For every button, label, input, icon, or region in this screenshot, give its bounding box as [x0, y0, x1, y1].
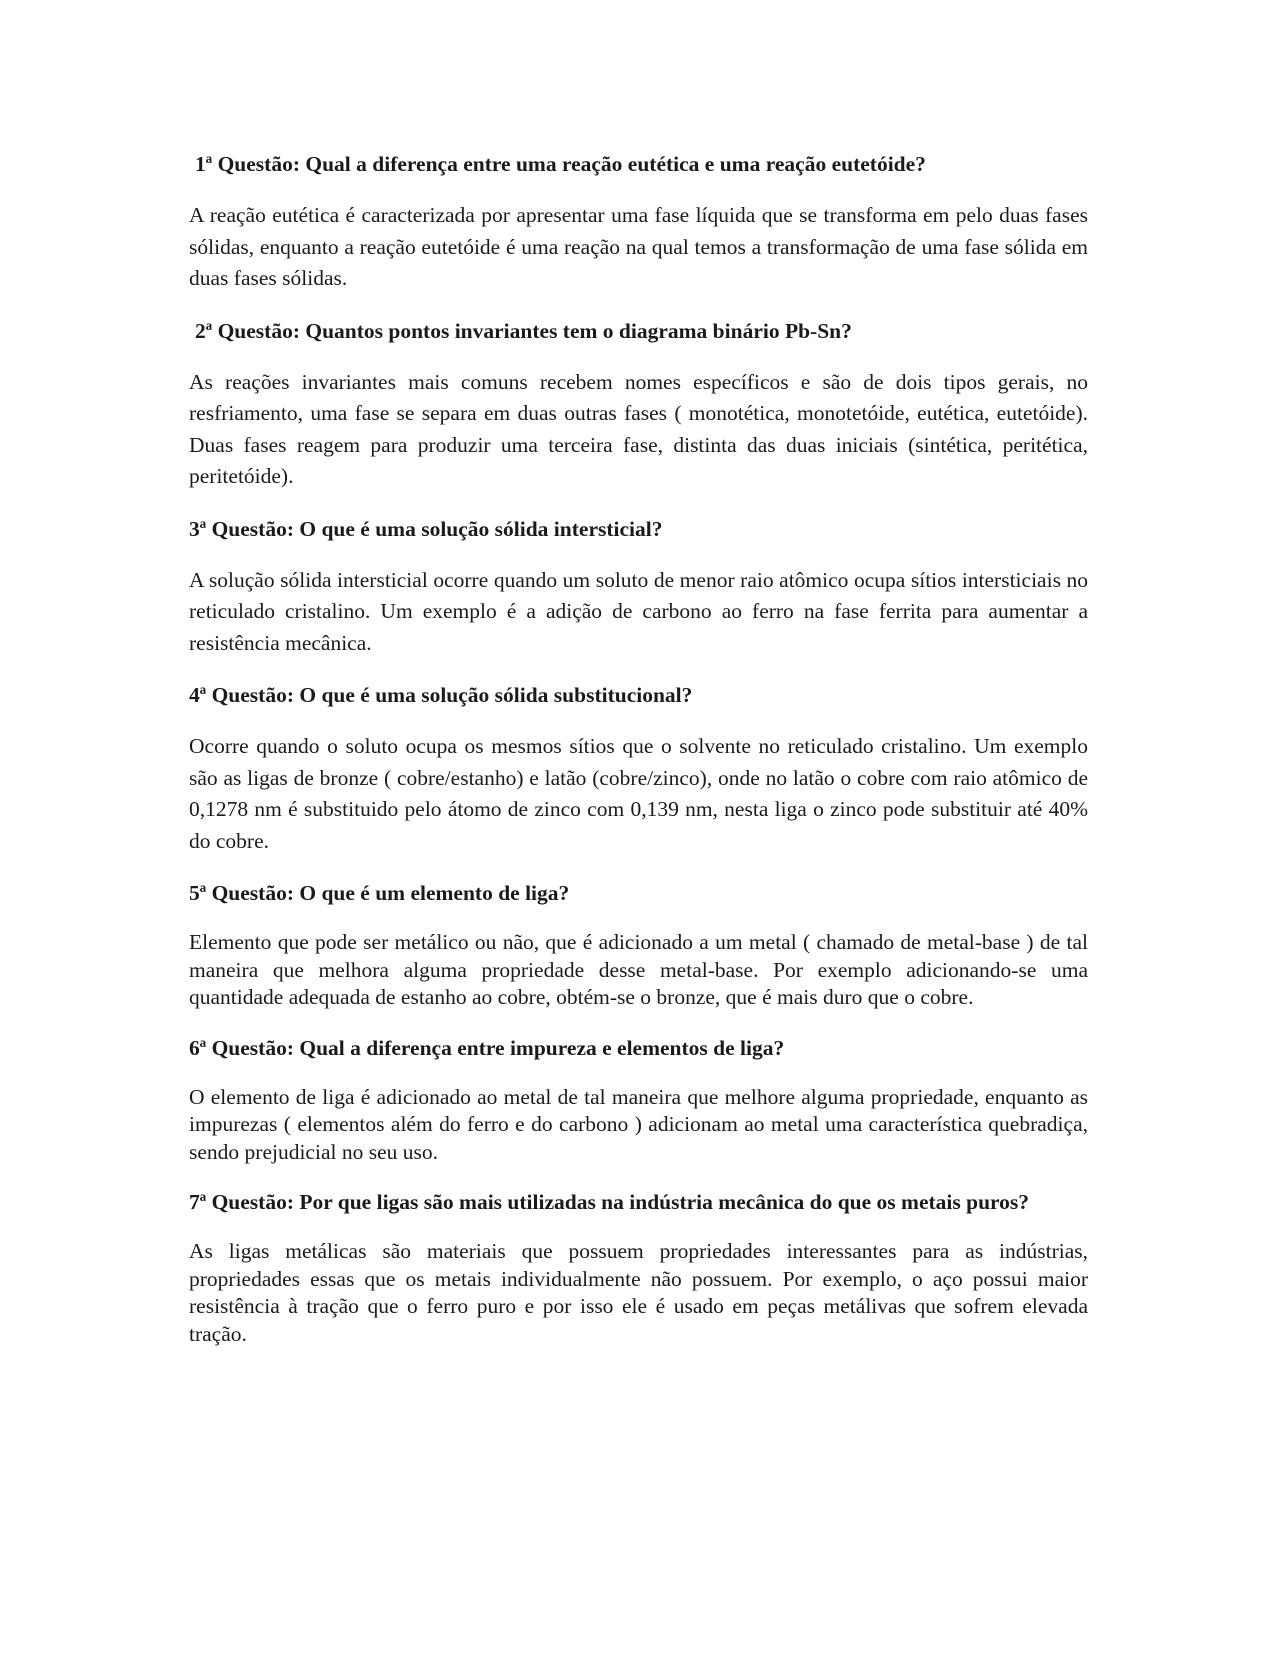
question-5-answer: Elemento que pode ser metálico ou não, que é adicionado a um metal ( chamado de metal-base ) de tal maneira que melhora alguma propriedade desse metal-base. Por exemplo adicionando-se uma quantidade adequada de estanho ao cobre, obtém-se o bronze, que é mais duro que o cobre.: [189, 930, 1088, 1009]
document-body: [189, 149, 1088, 1348]
question-3-answer: A solução sólida intersticial ocorre quando um soluto de menor raio atômico ocupa sítios intersticiais no reticulado cristalino. Um exemplo é a adição de carbono ao ferro na fase ferrita para aumentar a resistência mecânica.: [189, 567, 1088, 655]
question-2-title: 2ª Questão: Quantos pontos invariantes tem o diagrama binário Pb-Sn?: [195, 318, 852, 343]
question-7-answer: As ligas metálicas são materiais que possuem propriedades interessantes para as indústrias, propriedades essas que os metais individualmente não possuem. Por exemplo, o aço possui maior resistência à tração que o ferro puro e por isso ele é usado em peças metálivas que sofrem elevada tração.: [189, 1239, 1088, 1346]
question-6-answer: O elemento de liga é adicionado ao metal de tal maneira que melhore alguma propriedade, enquanto as impurezas ( elementos além do ferro e do carbono ) adicionam ao metal uma característica quebradiça, sendo prejudicial no seu uso.: [189, 1084, 1088, 1164]
question-4-title: 4ª Questão: O que é uma solução sólida substitucional?: [189, 683, 693, 707]
question-2-answer: As reações invariantes mais comuns recebem nomes específicos e são de dois tipos gerais, no resfriamento, uma fase se separa em duas outras fases ( monotética, monotetóide, eutética, eutetóide). Duas fases reagem para produzir uma terceira fase, distinta das duas iniciais (sintética, peritética, peritetóide).: [189, 369, 1088, 488]
question-5-title: 5ª Questão: O que é um elemento de liga?: [189, 881, 570, 905]
question-3-title: 3ª Questão: O que é uma solução sólida intersticial?: [189, 516, 663, 541]
question-1-title: 1ª Questão: Qual a diferença entre uma reação eutética e uma reação eutetóide?: [195, 152, 926, 176]
question-4-answer: Ocorre quando o soluto ocupa os mesmos sítios que o solvente no reticulado cristalino. Um exemplo são as ligas de bronze ( cobre/estanho) e latão (cobre/zinco), onde no latão o cobre com raio atômico de 0,1278 nm é substituido pelo átomo de zinco com 0,139 nm, nesta liga o zinco pode substituir até 40% do cobre.: [189, 734, 1088, 853]
question-6-title: 6ª Questão: Qual a diferença entre impureza e elementos de liga?: [189, 1035, 785, 1060]
question-7-title: 7ª Questão: Por que ligas são mais utilizadas na indústria mecânica do que os metais puros?: [189, 1190, 1030, 1214]
question-1-answer: A reação eutética é caracterizada por apresentar uma fase líquida que se transforma em pelo duas fases sólidas, enquanto a reação eutetóide é uma reação na qual temos a transformação de uma fase sólida em duas fases sólidas.: [189, 203, 1088, 290]
